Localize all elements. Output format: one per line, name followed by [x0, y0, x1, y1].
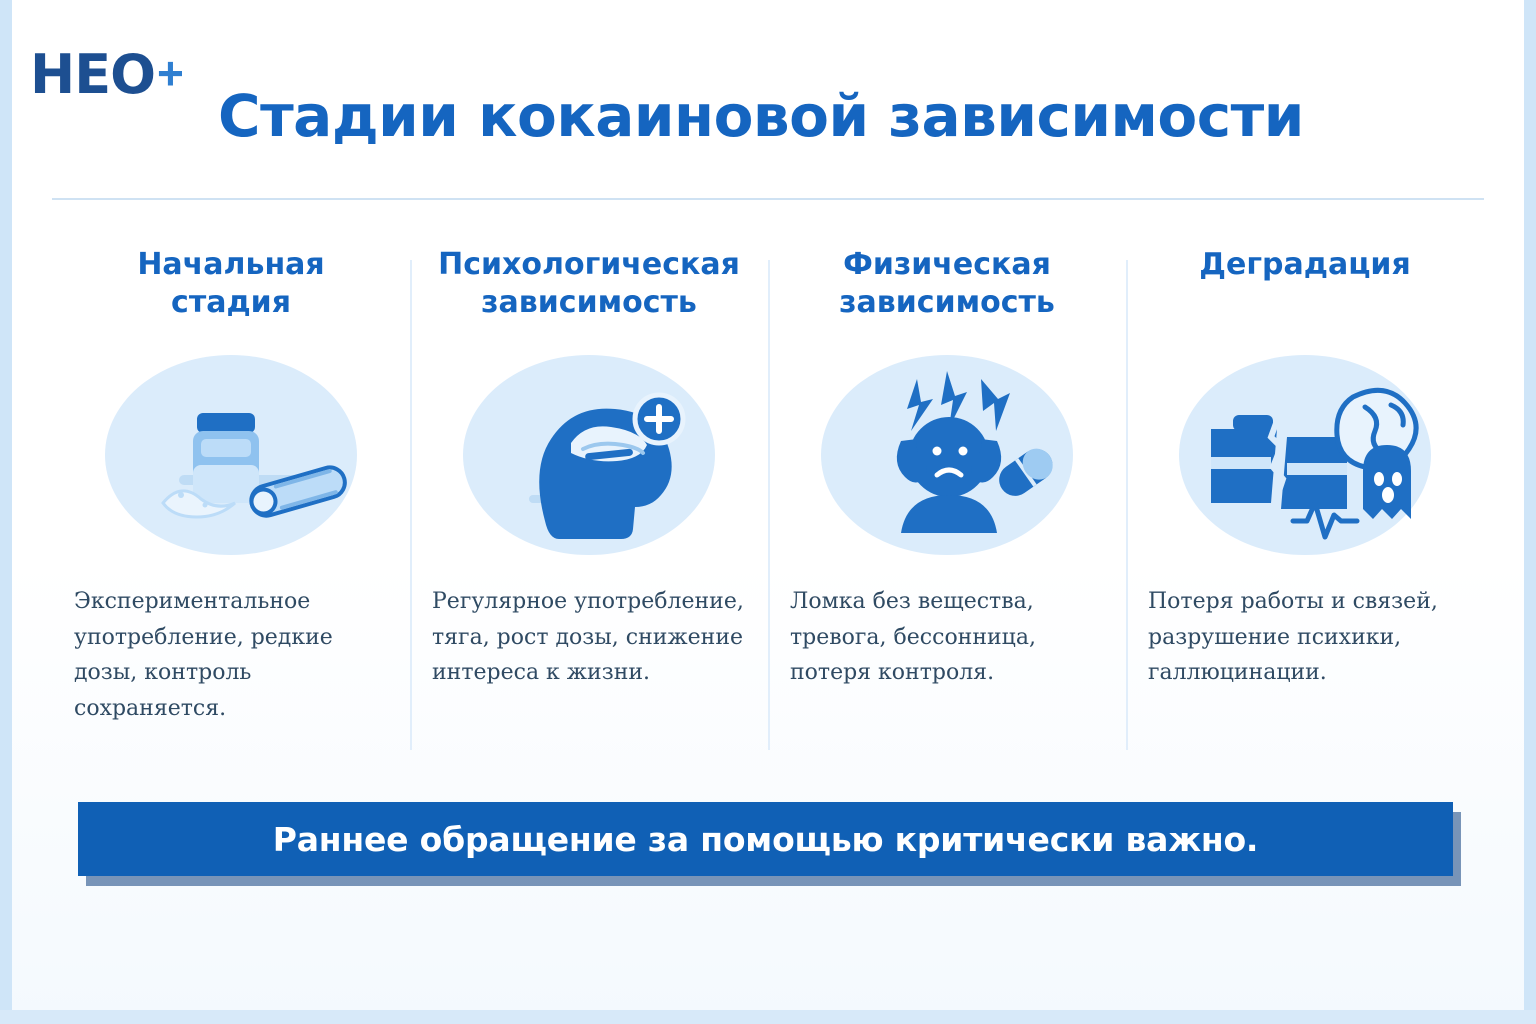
brand-logo-mark: HEO — [30, 43, 155, 106]
stage-description: Потеря работы и связей, разрушение психики, галлюцинации. — [1148, 589, 1438, 686]
title-divider — [52, 198, 1484, 200]
left-rail — [0, 0, 12, 1024]
stage-card-4 — [1126, 246, 1484, 766]
stage-card-1 — [52, 246, 410, 766]
stage-title: Начальная стадия — [137, 247, 325, 321]
footer-banner-text: Раннее обращение за помощью критически важно. — [272, 819, 1259, 859]
stage-card-3 — [768, 246, 1126, 766]
pill-bottle-and-powder-icon — [98, 340, 364, 570]
stages-row — [52, 246, 1484, 766]
bottom-rail — [0, 1010, 1536, 1024]
headache-withdrawal-icon — [814, 340, 1080, 570]
stage-title: Деградация — [1199, 247, 1411, 282]
brand-logo-plus-icon: + — [157, 47, 183, 99]
stage-title: Физическая зависимость — [839, 247, 1055, 321]
footer-banner — [78, 802, 1453, 876]
stage-description: Ломка без вещества, тревога, бессонница, потеря контроля. — [790, 589, 1036, 686]
page-title: Стадии кокаиновой зависимости — [218, 82, 1304, 150]
stage-card-2 — [410, 246, 768, 766]
head-brain-craving-icon — [456, 340, 722, 570]
stage-description: Экспериментальное употребление, редкие дозы, контроль сохраняется. — [74, 589, 333, 721]
stage-title: Психологическая зависимость — [438, 247, 740, 321]
brand-logo — [30, 43, 183, 106]
broken-briefcase-psyche-icon — [1172, 340, 1438, 570]
right-rail — [1524, 0, 1536, 1024]
stage-description: Регулярное употребление, тяга, рост дозы, снижение интереса к жизни. — [432, 589, 744, 686]
